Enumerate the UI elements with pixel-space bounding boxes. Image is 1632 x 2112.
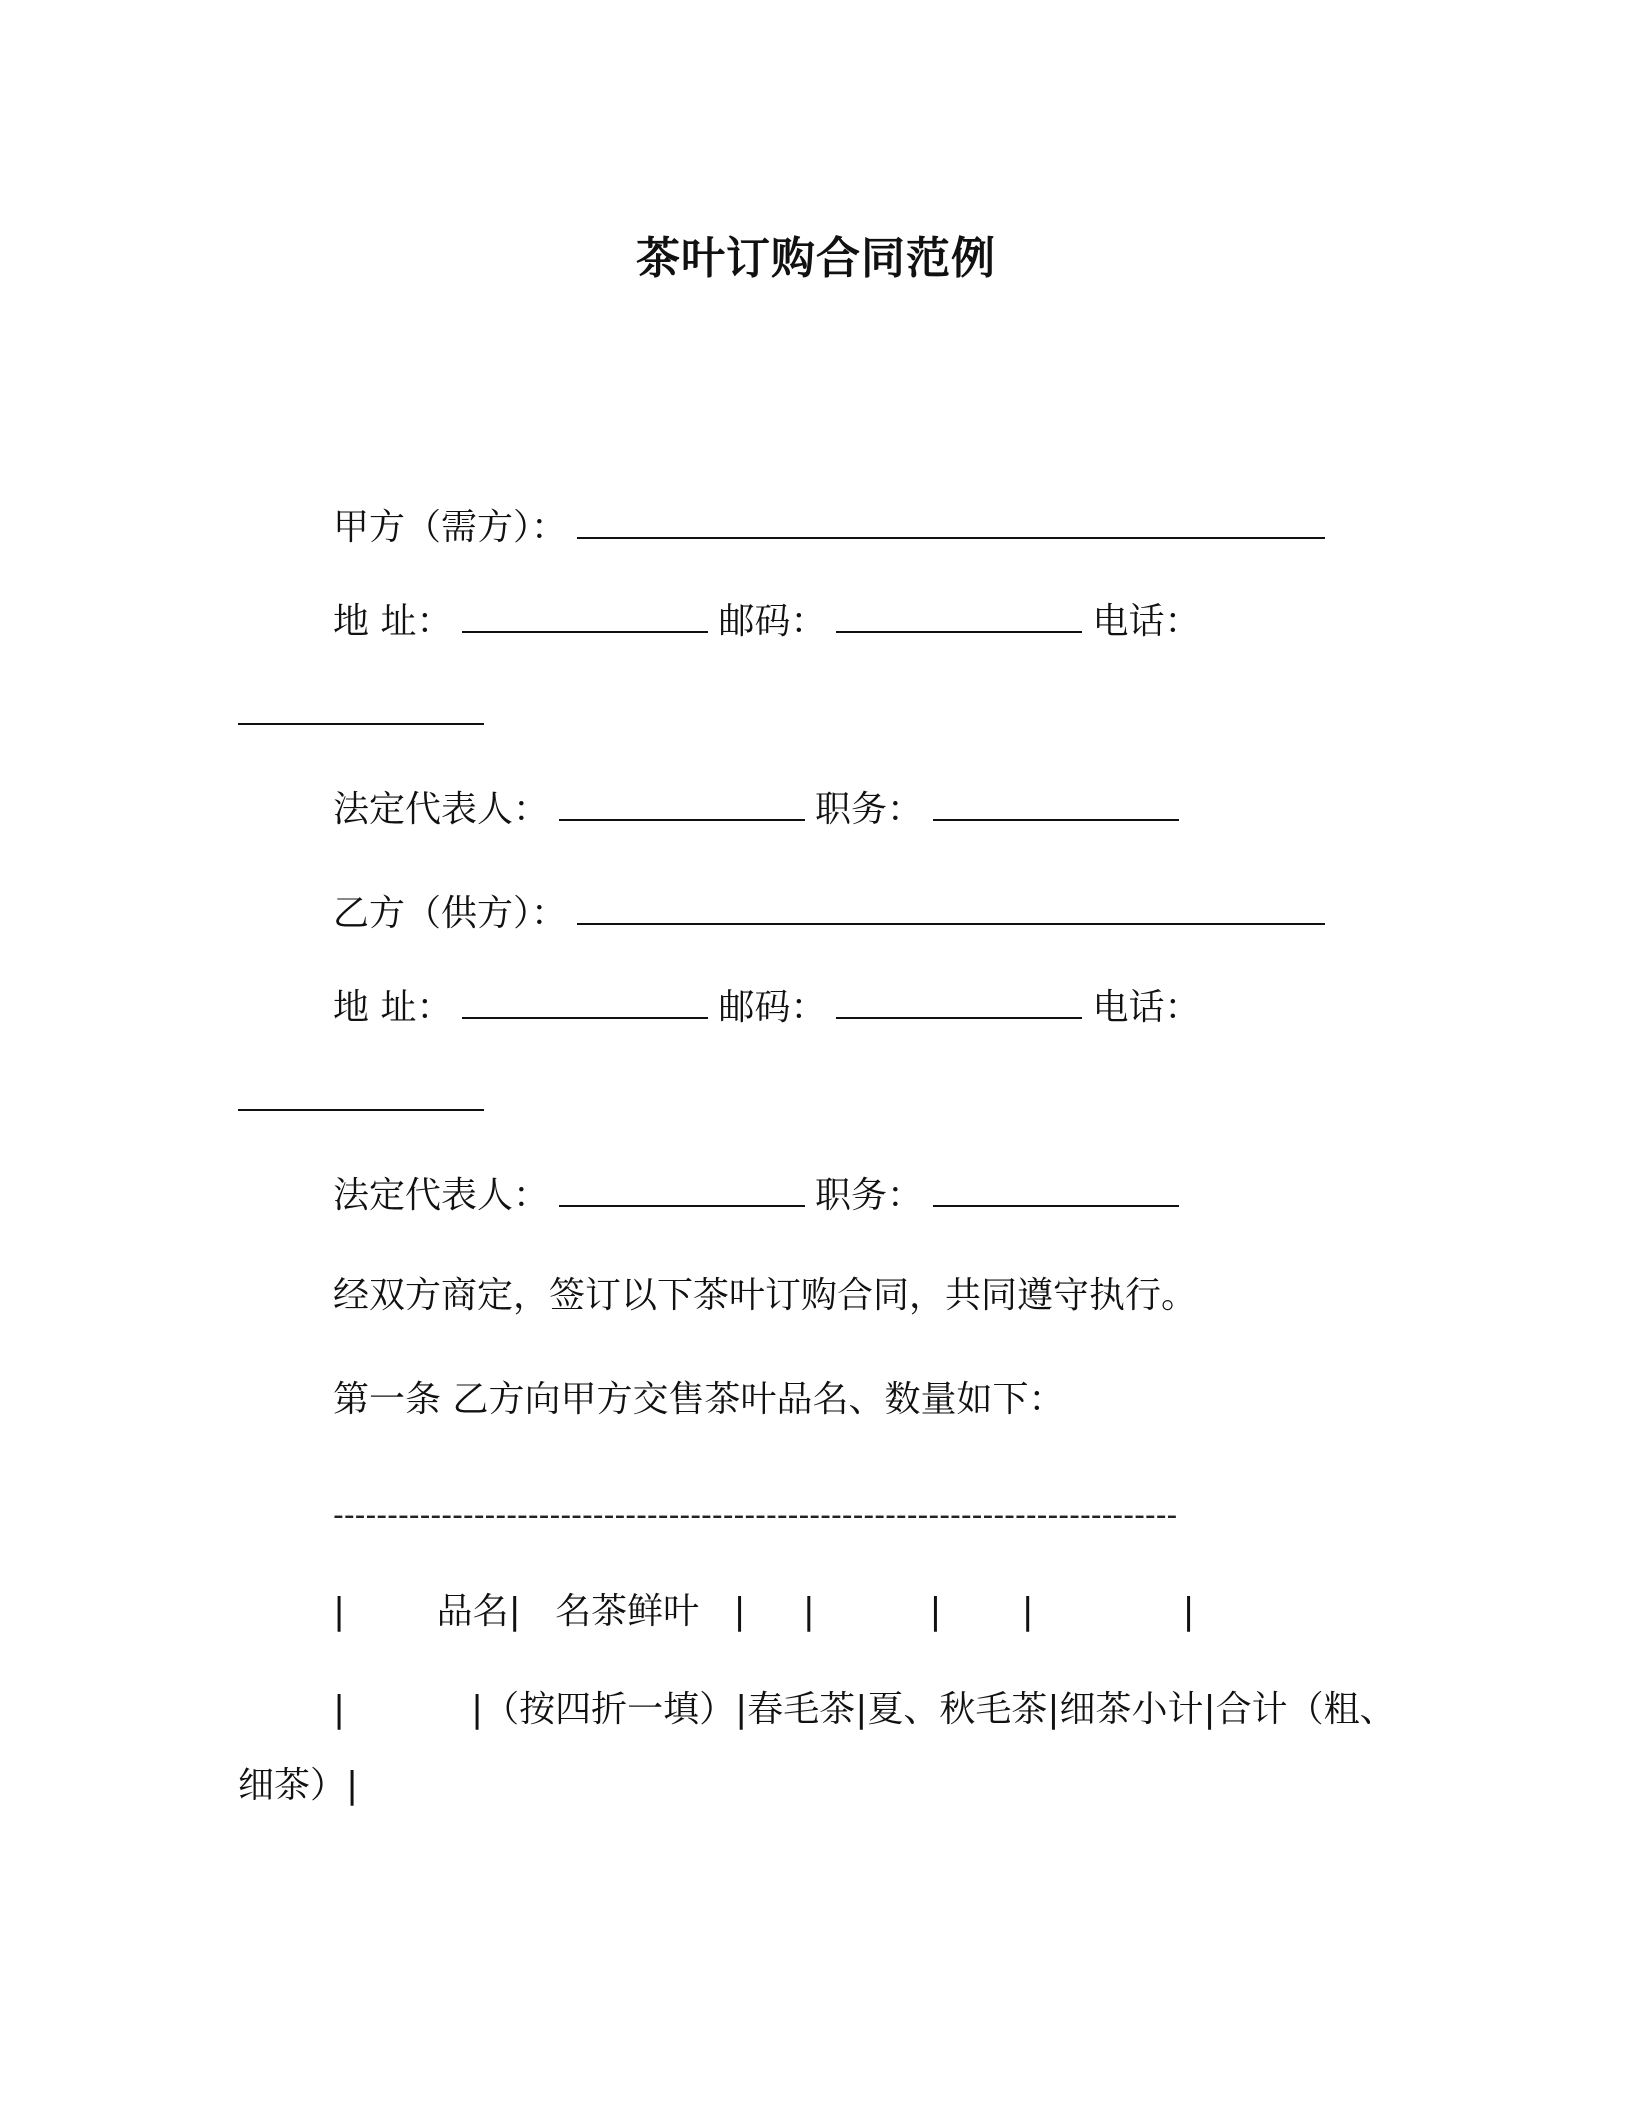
party-a-postcode-blank[interactable] [836,601,1082,633]
party-a-position-label: 职务： [815,789,924,830]
party-a-address-line [333,598,1200,646]
table-separator: ------------------------------------------------------------------------------ [333,1498,1178,1533]
party-a-line [333,504,1335,552]
table-row-columns-continued: 细茶）| [238,1765,359,1806]
party-b-line [333,890,1335,938]
party-b-position-blank[interactable] [933,1175,1179,1207]
party-a-blank[interactable] [577,507,1325,539]
party-b-rep-blank[interactable] [559,1175,805,1207]
party-a-label: 甲方（需方）： [333,507,568,548]
party-a-phone-label: 电话： [1092,601,1201,642]
party-b-position-label: 职务： [815,1175,924,1216]
agreement-paragraph: 经双方商定，签订以下茶叶订购合同，共同遵守执行。 [333,1275,1198,1316]
party-b-phone-label: 电话： [1092,987,1201,1028]
party-b-blank[interactable] [577,893,1325,925]
party-a-rep-label: 法定代表人： [333,789,550,830]
party-a-postcode-label: 邮码： [718,601,827,642]
party-a-phone-line [238,690,494,738]
party-a-address-label: 地 址： [333,601,453,642]
party-a-phone-blank[interactable] [238,693,484,725]
table-row-header: | 品名| 名茶鲜叶 | | | | | [333,1591,1195,1632]
party-b-phone-blank[interactable] [238,1079,484,1111]
party-a-address-blank[interactable] [462,601,708,633]
document-title: 茶叶订购合同范例 [636,233,996,284]
party-b-postcode-blank[interactable] [836,987,1082,1019]
article-1-heading: 第一条 乙方向甲方交售茶叶品名、数量如下： [333,1379,1065,1420]
party-b-postcode-label: 邮码： [718,987,827,1028]
party-b-address-label: 地 址： [333,987,453,1028]
table-row-columns: | |（按四折一填）|春毛茶|夏、秋毛茶|细茶小计|合计（粗、 [333,1689,1396,1730]
party-a-position-blank[interactable] [933,789,1179,821]
party-b-address-line [333,984,1200,1032]
party-a-rep-line [333,786,1189,834]
party-b-phone-line [238,1076,494,1124]
party-b-label: 乙方（供方）： [333,893,568,934]
party-b-rep-line [333,1172,1189,1220]
party-b-rep-label: 法定代表人： [333,1175,550,1216]
party-b-address-blank[interactable] [462,987,708,1019]
party-a-rep-blank[interactable] [559,789,805,821]
